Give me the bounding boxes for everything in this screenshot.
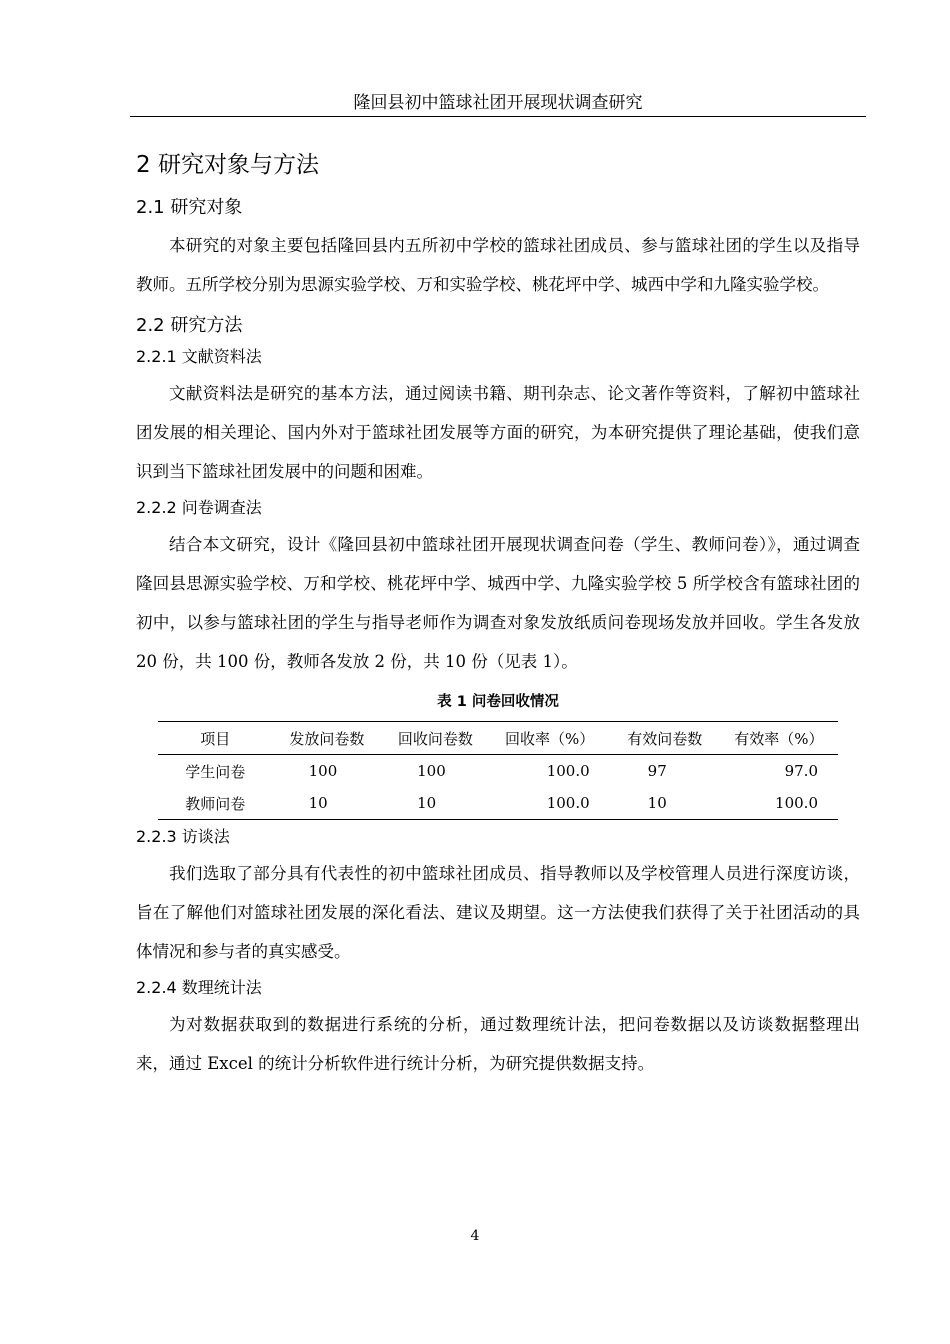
table-cell: 教师问卷 — [158, 787, 273, 820]
section-2-2-1-paragraph: 文献资料法是研究的基本方法，通过阅读书籍、期刊杂志、论文著作等资料，了解初中篮球社团发展的相关理论、国内外对于篮球社团发展等方面的研究，为本研究提供了理论基础，使我们意识到当下篮球社团发展中的问题和困难。 — [136, 384, 860, 481]
table-row — [158, 787, 838, 820]
table-header-row — [158, 722, 838, 755]
table-cell: 100 — [417, 762, 446, 780]
section-2-1-paragraph: 本研究的对象主要包括隆回县内五所初中学校的篮球社团成员、参与篮球社团的学生以及指导教师。五所学校分别为思源实验学校、万和实验学校、桃花坪中学、城西中学和九隆实验学校。 — [136, 236, 860, 294]
table-header-cell: 有效率（%） — [720, 722, 838, 755]
table-header-cell: 发放问卷数 — [273, 722, 382, 755]
table-cell: 100.0 — [490, 787, 610, 820]
section-2-2-4-paragraph: 为对数据获取到的数据进行系统的分析，通过数理统计法，把问卷数据以及访谈数据整理出来，通过 Excel 的统计分析软件进行统计分析，为研究提供数据支持。 — [136, 1015, 860, 1073]
section-2-2-2-heading: 2.2.2 问卷调查法 — [136, 498, 262, 517]
table-cell: 100 — [308, 762, 338, 780]
section-2-2-3-paragraph: 我们选取了部分具有代表性的初中篮球社团成员、指导教师以及学校管理人员进行深度访谈，旨在了解他们对篮球社团发展的深化看法、建议及期望。这一方法使我们获得了关于社团活动的具体情况和参与者的真实感受。 — [136, 864, 860, 961]
table-cell: 97.0 — [784, 762, 818, 780]
table-header-cell: 回收问卷数 — [381, 722, 490, 755]
table-cell: 10 — [610, 787, 720, 820]
table-header-cell: 回收率（%） — [490, 722, 610, 755]
section-2-2-2-paragraph: 结合本文研究，设计《隆回县初中篮球社团开展现状调查问卷（学生、教师问卷）》，通过调查隆回县思源实验学校、万和学校、桃花坪中学、城西中学、九隆实验学校 5 所学校含有篮球社团的初中，以参与篮球社团的学生与指导老师作为调查对象发放纸质问卷现场发放并回收。学生各发放 20 份，共 100 份，教师各发放 2 份，共 10 份（见表 1）。 — [136, 535, 860, 671]
table-header-cell: 有效问卷数 — [610, 722, 720, 755]
section-2-2-heading: 2.2 研究方法 — [136, 315, 243, 336]
table-header-cell: 项目 — [158, 722, 273, 755]
table-cell: 学生问卷 — [185, 762, 246, 781]
table-cell: 10 — [381, 787, 490, 820]
running-header: 隆回县初中篮球社团开展现状调查研究 — [353, 93, 643, 113]
table-cell: 100.0 — [720, 787, 838, 820]
table-cell: 100.0 — [546, 762, 590, 780]
table-row — [158, 755, 838, 788]
questionnaire-recovery-table — [158, 721, 838, 820]
page-number: 4 — [470, 1228, 480, 1244]
section-2-1-heading: 2.1 研究对象 — [136, 197, 243, 218]
table-cell: 10 — [273, 787, 382, 820]
table-cell: 97 — [647, 762, 667, 780]
section-2-2-3-heading: 2.2.3 访谈法 — [136, 827, 230, 846]
section-2-heading: 2 研究对象与方法 — [136, 152, 319, 178]
page-content — [136, 148, 860, 1083]
header-divider — [130, 116, 866, 117]
section-2-2-4-heading: 2.2.4 数理统计法 — [136, 978, 262, 997]
table-1-caption: 表 1 问卷回收情况 — [437, 694, 559, 710]
section-2-2-1-heading: 2.2.1 文献资料法 — [136, 347, 262, 366]
